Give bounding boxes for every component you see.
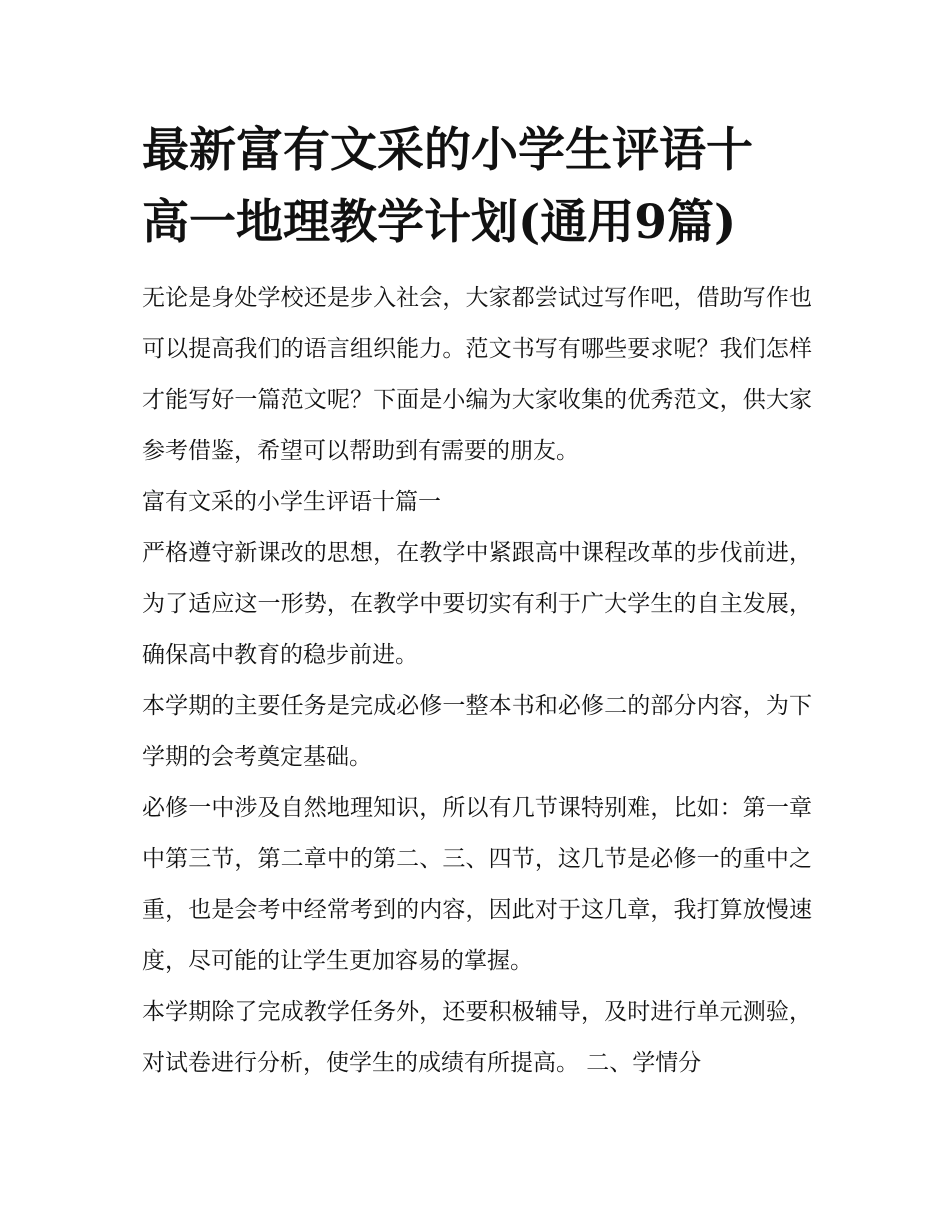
document-page: [142, 115, 812, 1089]
title-line-1: 最新富有文采的小学生评语十: [142, 123, 753, 178]
intro-paragraph: 无论是身处学校还是步入社会，大家都尝试过写作吧，借助写作也可以提高我们的语言组织能力。范文书写有哪些要求呢？我们怎样才能写好一篇范文呢？下面是小编为大家收集的优秀范文，供大家参考借鉴，希望可以帮助到有需要的朋友。: [142, 285, 812, 464]
body-paragraph-1: 严格遵守新课改的思想，在教学中紧跟高中课程改革的步伐前进，为了适应这一形势，在教学中要切实有利于广大学生的自主发展，确保高中教育的稳步前进。: [142, 540, 812, 668]
body-paragraph-4: 本学期除了完成教学任务外，还要积极辅导，及时进行单元测验，对试卷进行分析，使学生的成绩有所提高。 二、学情分: [142, 999, 812, 1076]
section-heading: 富有文采的小学生评语十篇一: [142, 489, 441, 515]
title-line-2: 高一地理教学计划(通用9篇): [142, 195, 737, 250]
body-paragraph-3: 必修一中涉及自然地理知识，所以有几节课特别难，比如：第一章中第三节，第二章中的第二、三、四节，这几节是必修一的重中之重，也是会考中经常考到的内容，因此对于这几章，我打算放慢速度，尽可能的让学生更加容易的掌握。: [142, 795, 812, 974]
body-paragraph-2: 本学期的主要任务是完成必修一整本书和必修二的部分内容，为下学期的会考奠定基础。: [142, 693, 812, 770]
